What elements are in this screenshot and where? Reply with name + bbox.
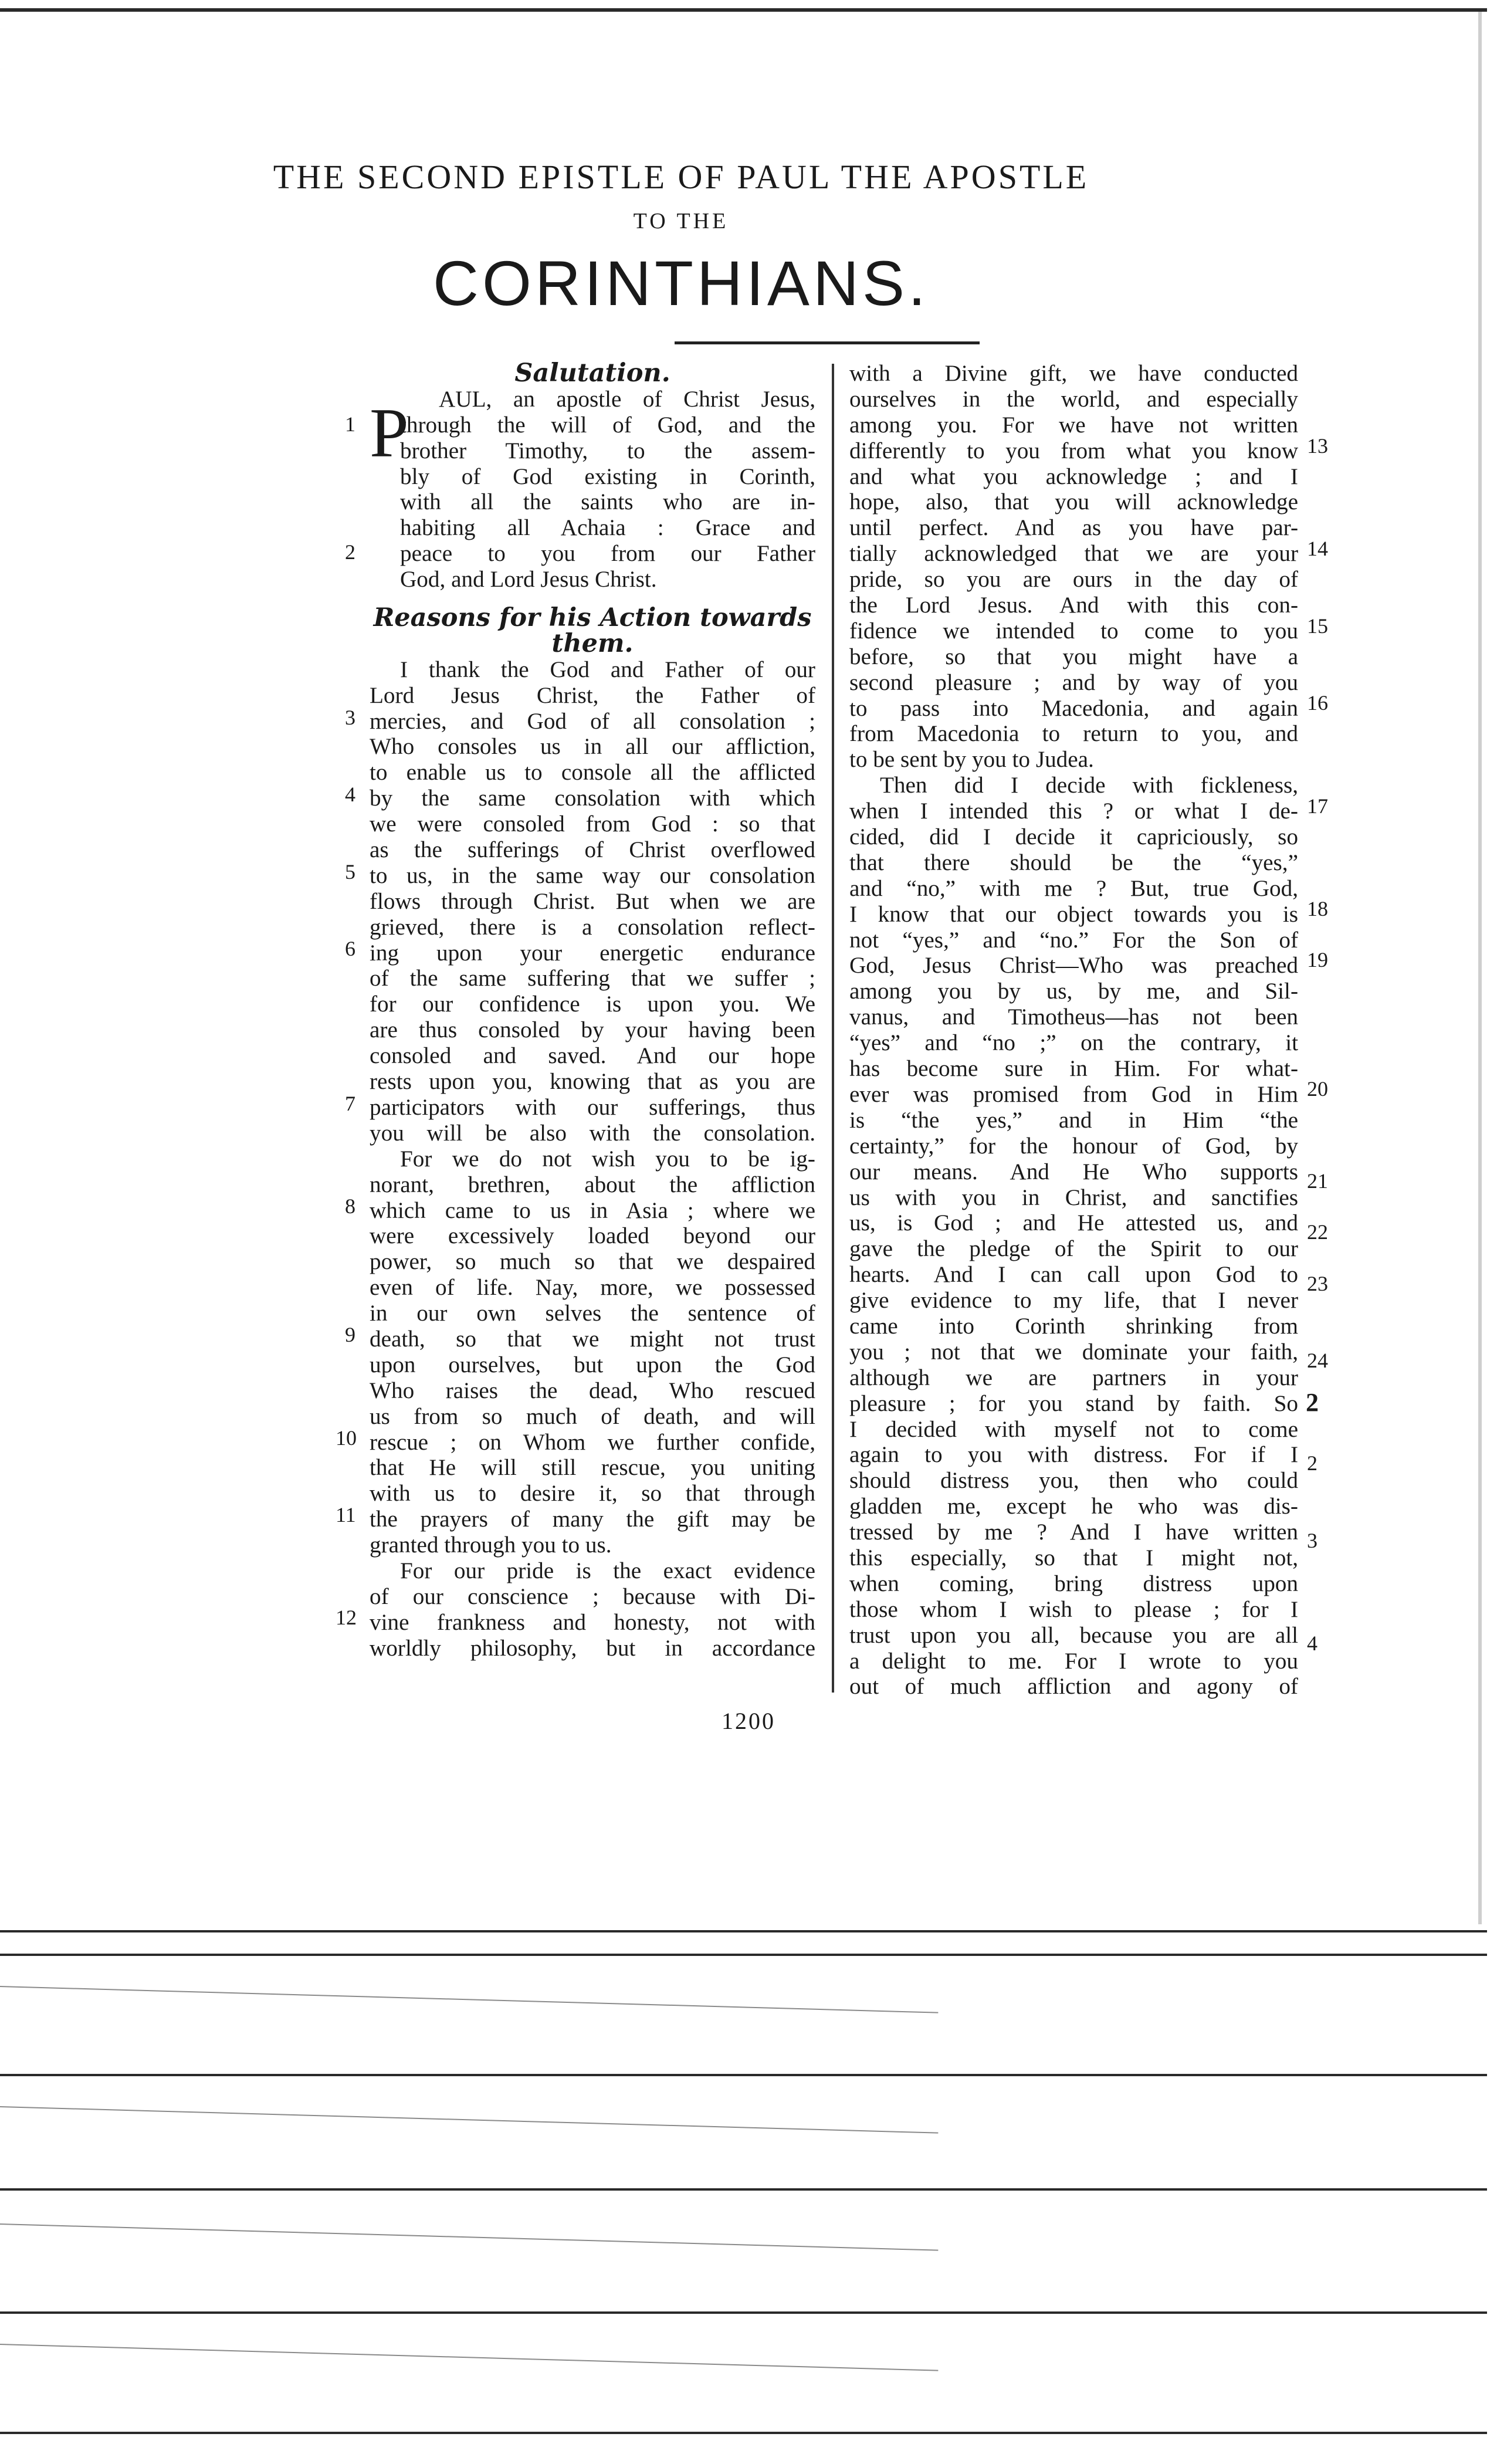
- text-line: hope, also, that you will acknowledge: [849, 489, 1298, 515]
- top-border-rule: [0, 8, 1487, 12]
- title-line-1: THE SECOND EPISTLE OF PAUL THE APOSTLE: [273, 158, 1089, 196]
- text-line: rests upon you, knowing that as you are: [370, 1069, 815, 1095]
- text-line: when coming, bring distress upon: [849, 1571, 1298, 1596]
- text-line: certainty,” for the honour of God, by: [849, 1133, 1298, 1159]
- text-line: that there should be the “yes,”: [849, 849, 1298, 875]
- text-line: mercies, and God of all consolation ;: [370, 708, 815, 734]
- text-line: vanus, and Timotheus—has not been: [849, 1004, 1298, 1030]
- text-line: rescue ; on Whom we further confide,: [370, 1429, 815, 1455]
- text-line: I decided with myself not to come: [849, 1416, 1298, 1442]
- text-line: I thank the God and Father of our: [400, 656, 815, 682]
- verse-number: 15: [1307, 614, 1328, 638]
- verse-number: 8: [345, 1194, 355, 1218]
- text-line: upon ourselves, but upon the God: [370, 1352, 815, 1377]
- text-line: has become sure in Him. For what-: [849, 1056, 1298, 1082]
- text-line: when I intended this ? or what I de-: [849, 798, 1298, 824]
- text-line: consoled and saved. And our hope: [370, 1043, 815, 1069]
- text-line: a delight to me. For I wrote to you: [849, 1648, 1298, 1674]
- verse-number: 6: [345, 937, 355, 960]
- verse-number: 22: [1307, 1220, 1328, 1244]
- text-line: should distress you, then who could: [849, 1468, 1298, 1494]
- text-line: ing upon your energetic endurance: [370, 940, 815, 966]
- page-number: 1200: [722, 1708, 775, 1734]
- text-line: us from so much of death, and will: [370, 1403, 815, 1429]
- text-line: and “no,” with me ? But, true God,: [849, 875, 1298, 901]
- text-line: ourselves in the world, and especially: [849, 386, 1298, 412]
- text-line: of the same suffering that we suffer ;: [370, 966, 815, 991]
- verse-number: 10: [336, 1426, 357, 1450]
- left-body-text: [370, 657, 815, 1661]
- scan-band: [0, 1954, 1487, 1956]
- verse-number: 20: [1307, 1077, 1328, 1101]
- text-line: Then did I decide with fickleness,: [880, 773, 1298, 798]
- text-line: brother Timothy, to the assem-: [400, 438, 815, 463]
- text-line: pleasure ; for you stand by faith. So: [849, 1390, 1298, 1416]
- text-line: as the sufferings of Christ overflowed: [370, 837, 815, 863]
- text-line: death, so that we might not trust: [370, 1326, 815, 1352]
- title-rule: [675, 341, 980, 344]
- text-line: which came to us in Asia ; where we: [370, 1197, 815, 1223]
- text-line: AUL, an apostle of Christ Jesus,: [439, 386, 815, 412]
- text-line: to us, in the same way our consolation: [370, 862, 815, 888]
- text-line: God, and Lord Jesus Christ.: [400, 567, 657, 593]
- text-line: ever was promised from God in Him: [849, 1081, 1298, 1107]
- scan-streak: [0, 2106, 938, 2134]
- text-line: power, so much so that we despaired: [370, 1249, 815, 1275]
- text-line: for our confidence is upon you. We: [370, 991, 815, 1017]
- verse-number: 14: [1307, 537, 1328, 560]
- verse-number: 23: [1307, 1272, 1328, 1295]
- text-line: although we are partners in your: [849, 1365, 1298, 1390]
- verse-number: 11: [336, 1503, 356, 1527]
- page-edge-shadow: [1478, 12, 1482, 1924]
- text-line: through the will of God, and the: [400, 412, 815, 438]
- text-line: give evidence to my life, that I never: [849, 1288, 1298, 1314]
- scan-streak: [0, 2344, 938, 2371]
- text-line: were excessively loaded beyond our: [370, 1223, 815, 1249]
- verse-number: 18: [1307, 897, 1328, 920]
- verse-number: 2: [345, 540, 355, 564]
- text-line: before, so that you might have a: [849, 644, 1298, 669]
- text-line: not “yes,” and “no.” For the Son of: [849, 927, 1298, 953]
- scan-band: [0, 2074, 1487, 2076]
- verse-number: 4: [345, 783, 355, 806]
- text-line: among you by us, by me, and Sil-: [849, 979, 1298, 1004]
- text-line: we were consoled from God : so that: [370, 811, 815, 837]
- right-column: [849, 361, 1298, 1700]
- text-line: Who raises the dead, Who rescued: [370, 1377, 815, 1403]
- text-line: vine frankness and honesty, not with: [370, 1609, 815, 1635]
- scan-streak: [0, 2223, 938, 2251]
- text-line: even of life. Nay, more, we possessed: [370, 1275, 815, 1301]
- text-line: came into Corinth shrinking from: [849, 1313, 1298, 1339]
- drop-cap: P: [370, 394, 409, 472]
- text-line: worldly philosophy, but in accordance: [370, 1635, 815, 1661]
- text-line: us, is God ; and He attested us, and: [849, 1210, 1298, 1236]
- text-line: peace to you from our Father: [400, 541, 815, 567]
- page-title: CORINTHIANS.: [432, 248, 930, 319]
- verse-number: 4: [1307, 1632, 1318, 1655]
- verse-number: 13: [1307, 434, 1328, 458]
- verse-number: 21: [1307, 1169, 1328, 1193]
- text-line: flows through Christ. But when we are: [370, 888, 815, 914]
- text-line: I know that our object towards you is: [849, 901, 1298, 927]
- text-line: habiting all Achaia : Grace and: [400, 515, 815, 541]
- verse-number: 5: [345, 860, 355, 884]
- text-line: participators with our sufferings, thus: [370, 1094, 815, 1120]
- text-line: from Macedonia to return to you, and: [849, 721, 1298, 747]
- text-line: with us to desire it, so that through: [370, 1481, 815, 1507]
- verse-number: 9: [345, 1323, 355, 1346]
- text-line: differently to you from what you know: [849, 438, 1298, 463]
- text-line: Who consoles us in all our affliction,: [370, 734, 815, 760]
- text-line: again to you with distress. For if I: [849, 1442, 1298, 1468]
- text-line: with all the saints who are in-: [400, 489, 815, 515]
- text-line: of our conscience ; because with Di-: [370, 1583, 815, 1609]
- text-line: to be sent by you to Judea.: [849, 747, 1094, 773]
- text-line: is “the yes,” and in Him “the: [849, 1107, 1298, 1133]
- text-line: For we do not wish you to be ig-: [400, 1146, 815, 1172]
- left-column: [370, 358, 815, 1661]
- text-line: out of much affliction and agony of: [849, 1674, 1298, 1700]
- text-line: bly of God existing in Corinth,: [400, 463, 815, 489]
- text-line: our means. And He Who supports: [849, 1159, 1298, 1184]
- text-line: hearts. And I can call upon God to: [849, 1262, 1298, 1288]
- text-line: are thus consoled by your having been: [370, 1017, 815, 1043]
- text-line: by the same consolation with which: [370, 786, 815, 811]
- text-line: this especially, so that I might not,: [849, 1545, 1298, 1571]
- scan-band: [0, 2432, 1487, 2434]
- text-line: you ; not that we dominate your faith,: [849, 1339, 1298, 1365]
- text-line: second pleasure ; and by way of you: [849, 669, 1298, 695]
- scan-streak: [0, 1986, 938, 2013]
- text-line: fidence we intended to come to you: [849, 618, 1298, 644]
- text-line: to enable us to console all the afflicted: [370, 760, 815, 786]
- text-line: to pass into Macedonia, and again: [849, 695, 1298, 721]
- verse-number: 16: [1307, 691, 1328, 715]
- section-heading-salutation: Salutation.: [514, 358, 670, 388]
- verse-number: 7: [345, 1092, 355, 1115]
- text-line: among you. For we have not written: [849, 412, 1298, 438]
- verse-number: 17: [1307, 794, 1328, 818]
- verse-number: 24: [1307, 1349, 1328, 1372]
- text-line: gave the pledge of the Spirit to our: [849, 1236, 1298, 1262]
- section-heading-reasons: Reasons for his Action towards: [373, 603, 812, 633]
- text-line: those whom I wish to please ; for I: [849, 1596, 1298, 1622]
- text-line: the Lord Jesus. And with this con-: [849, 593, 1298, 618]
- text-line: that He will still rescue, you uniting: [370, 1455, 815, 1481]
- verse-number: 3: [345, 706, 355, 729]
- text-line: cided, did I decide it capriciously, so: [849, 824, 1298, 850]
- title-line-2: TO THE: [633, 209, 729, 233]
- verse-number: 12: [336, 1606, 357, 1629]
- text-line: Lord Jesus Christ, the Father of: [370, 682, 815, 708]
- text-line: us with you in Christ, and sanctifies: [849, 1184, 1298, 1210]
- scan-band: [0, 2311, 1487, 2314]
- scan-band: [0, 1930, 1487, 1932]
- text-line: granted through you to us.: [370, 1532, 612, 1558]
- verse-number: 2: [1307, 1451, 1318, 1475]
- text-line: in our own selves the sentence of: [370, 1301, 815, 1326]
- text-line: the prayers of many the gift may be: [370, 1507, 815, 1532]
- text-line: tressed by me ? And I have written: [849, 1519, 1298, 1545]
- column-divider: [832, 364, 834, 1693]
- text-line: until perfect. And as you have par-: [849, 515, 1298, 541]
- verse-number: 1: [345, 412, 355, 436]
- text-line: trust upon you all, because you are all: [849, 1622, 1298, 1648]
- text-line: and what you acknowledge ; and I: [849, 463, 1298, 489]
- text-line: “yes” and “no ;” on the contrary, it: [849, 1030, 1298, 1056]
- text-line: you will be also with the consolation.: [370, 1120, 815, 1146]
- text-line: tially acknowledged that we are your: [849, 541, 1298, 567]
- verse-number: 19: [1307, 948, 1328, 972]
- section-heading-reasons-cont: them.: [551, 628, 634, 658]
- text-line: norant, brethren, about the affliction: [370, 1172, 815, 1197]
- text-line: God, Jesus Christ—Who was preached: [849, 953, 1298, 979]
- text-line: gladden me, except he who was dis-: [849, 1494, 1298, 1519]
- scan-band: [0, 2188, 1487, 2191]
- chapter-number: 2: [1306, 1388, 1319, 1417]
- text-line: For our pride is the exact evidence: [400, 1558, 815, 1583]
- text-line: grieved, there is a consolation reflect-: [370, 914, 815, 940]
- text-line: pride, so you are ours in the day of: [849, 567, 1298, 593]
- text-line: with a Divine gift, we have conducted: [849, 361, 1298, 386]
- verse-number: 3: [1307, 1529, 1318, 1552]
